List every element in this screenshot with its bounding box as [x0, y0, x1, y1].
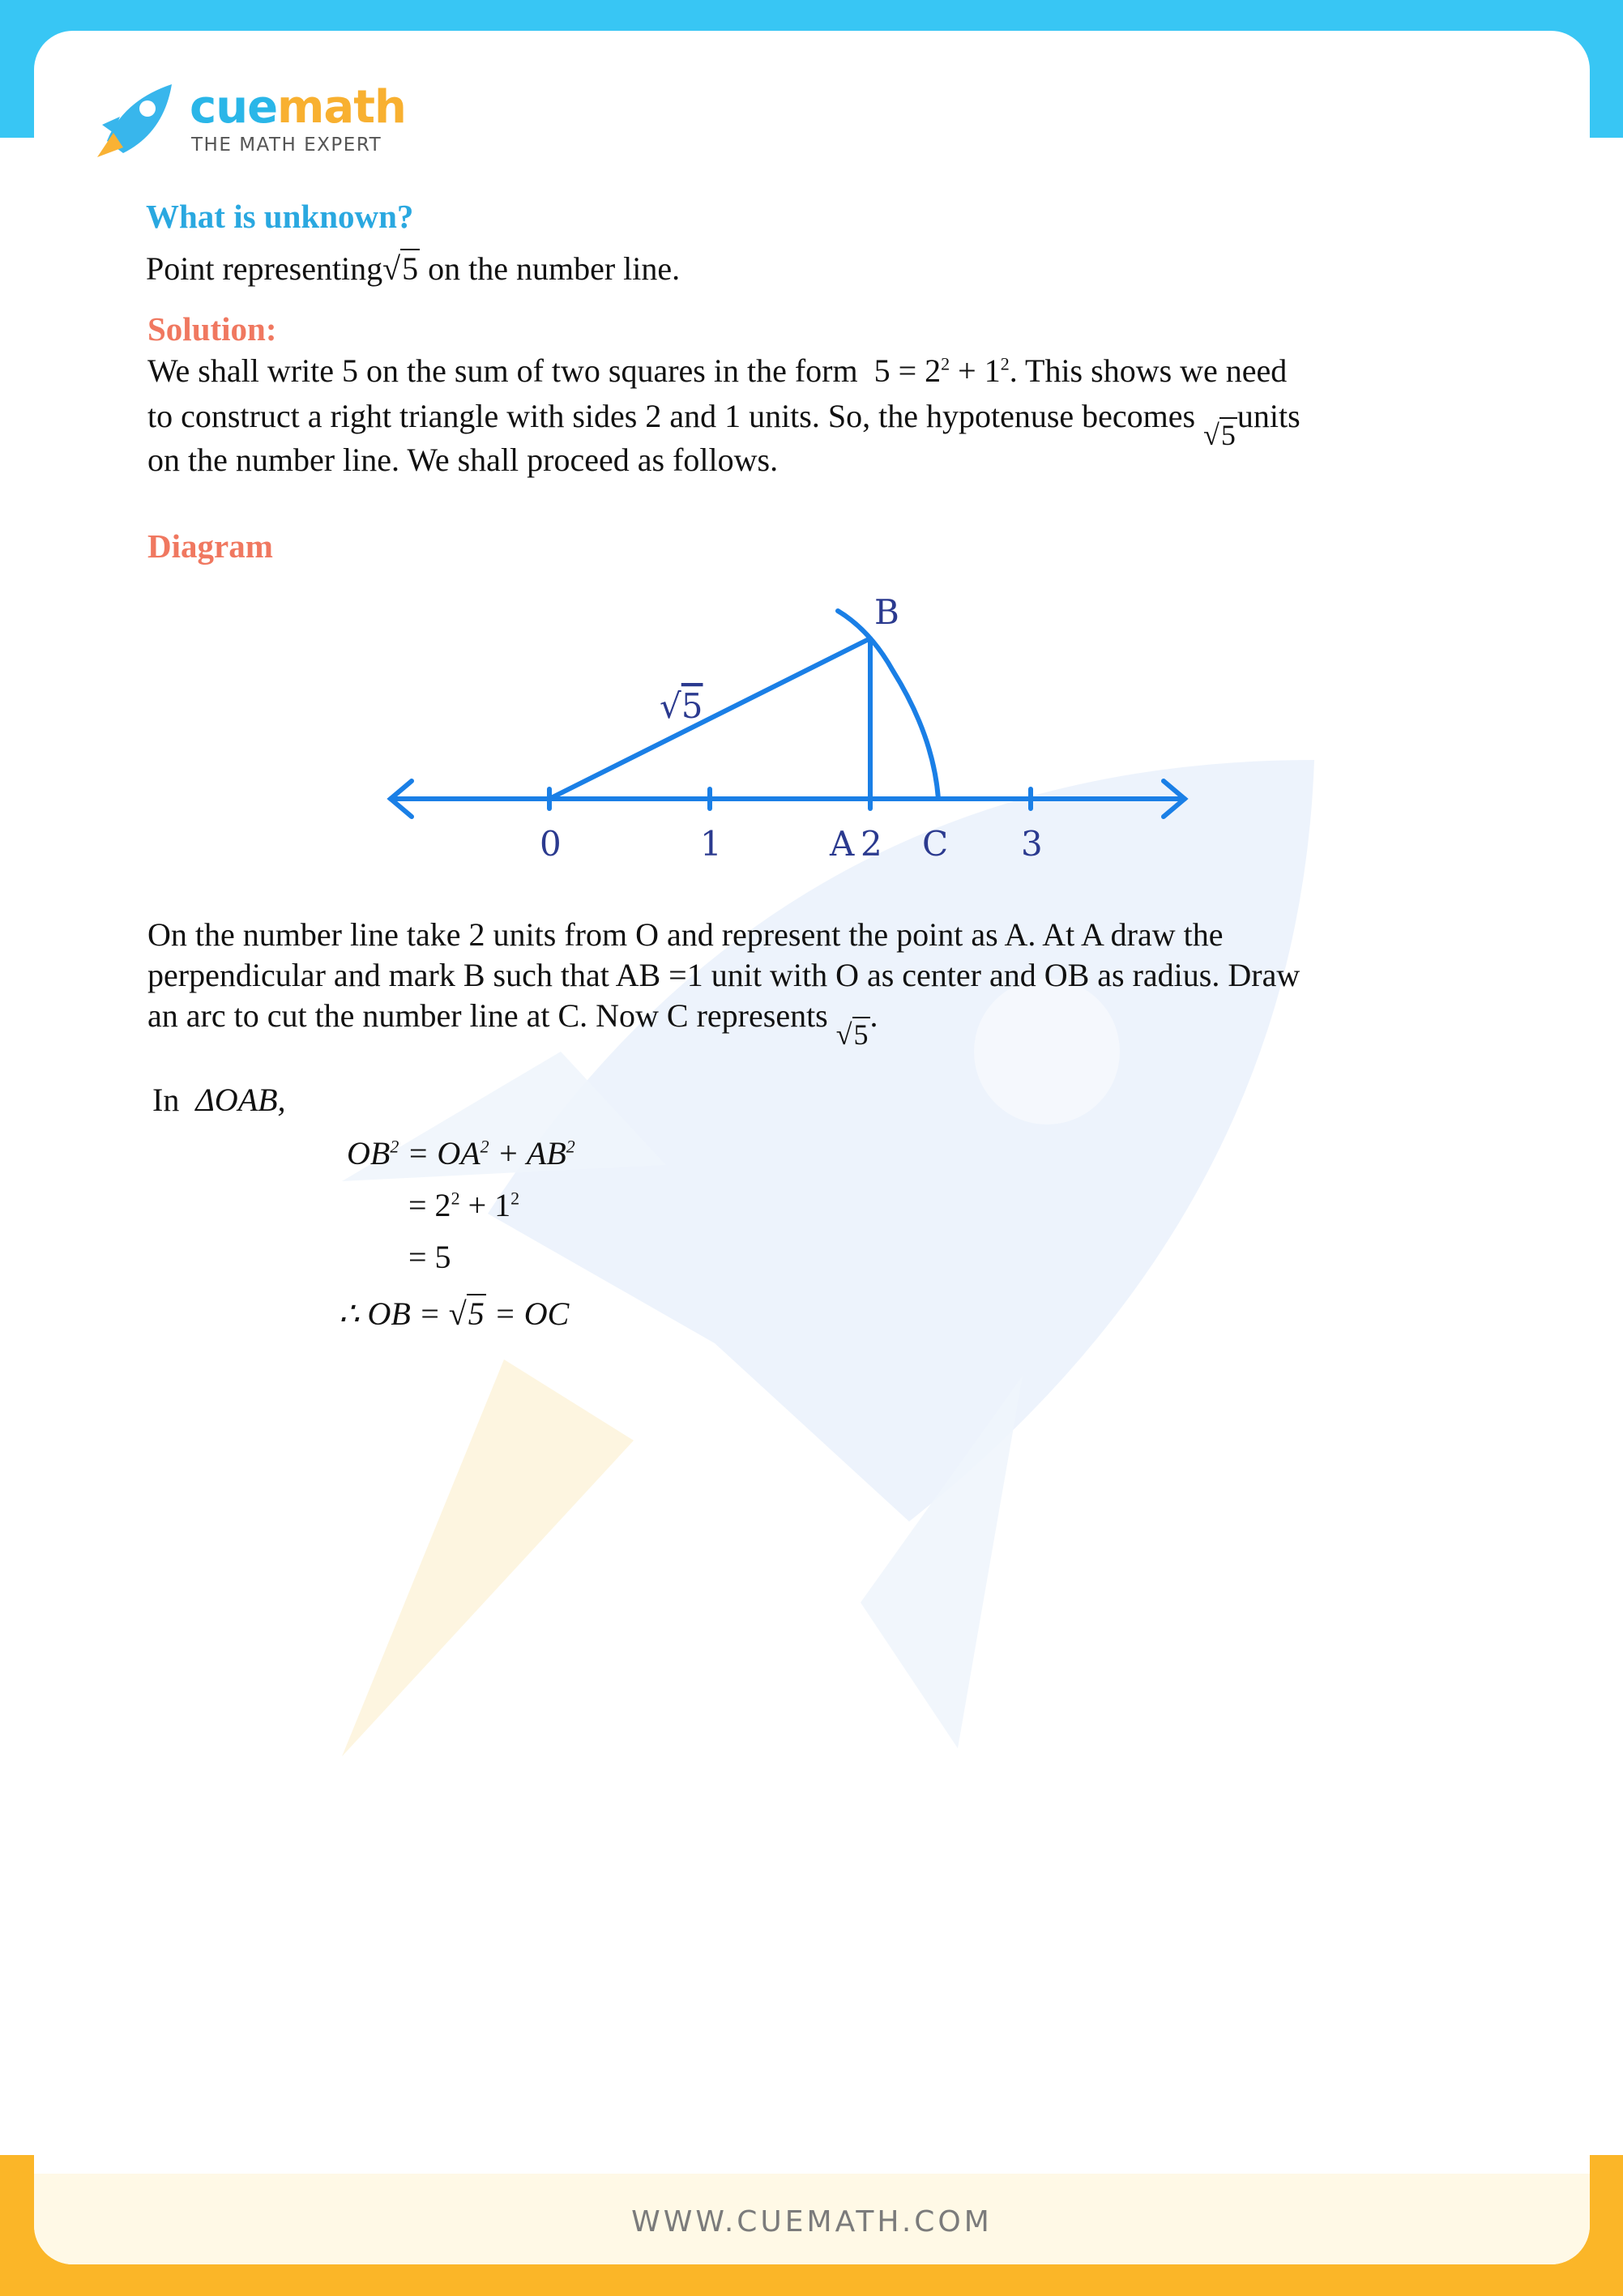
footer-band: [34, 2174, 1590, 2264]
explanation-line-2: perpendicular and mark B such that AB =1 unit with O as center and OB as radius. Draw: [147, 957, 1301, 993]
proof-step-1: $OB^2 = OA^2 + AB^2$: [347, 1135, 575, 1171]
tick-label-0: 0: [540, 824, 562, 864]
arc-bc: [838, 611, 938, 799]
label-b: B: [874, 592, 899, 632]
hyp-label: √5: [660, 686, 703, 726]
solution-line-2: to construct a right triangle with sides 2 and 1 units. So, the hypotenuse becomes √5units: [147, 398, 1301, 451]
solution-line-1: We shall write 5 on the sum of two squares in the form $5 = 2^2 + 1^2$. This shows we need: [147, 352, 1288, 389]
tick-label-1: 1: [700, 824, 722, 864]
proof-step-4: ∴ OB = √5 = OC: [339, 1295, 570, 1332]
proof-intro: In ΔOAB,: [152, 1082, 286, 1118]
footer-url: WWW.CUEMATH.COM: [631, 2205, 993, 2238]
unknown-text: Point representing√5 on the number line.: [146, 250, 681, 287]
tick-label-2: 2: [861, 824, 882, 864]
solution-heading: Solution:: [147, 310, 277, 348]
brand-name: cuemath: [190, 81, 406, 134]
proof-step-2: = $2^2 + 1^2$: [408, 1187, 520, 1223]
brand-tagline: THE MATH EXPERT: [191, 134, 382, 156]
cuemath-rocket-icon: [91, 76, 180, 165]
tick-label-a: A: [830, 824, 855, 864]
explanation-line-1: On the number line take 2 units from O and represent the point as A. At A draw the: [147, 916, 1224, 953]
proof-step-3: = 5: [408, 1239, 451, 1275]
page-card: [34, 31, 1590, 2264]
rocket-watermark-icon: [293, 711, 1347, 1846]
diagram-heading: Diagram: [147, 527, 273, 565]
hypotenuse-ob: [549, 638, 870, 799]
solution-line-3: on the number line. We shall proceed as follows.: [147, 442, 779, 478]
tick-label-c: C: [922, 824, 949, 864]
number-line-diagram: [374, 557, 1249, 881]
explanation-line-3: an arc to cut the number line at C. Now C represents √5.: [147, 997, 878, 1051]
unknown-heading: What is unknown?: [146, 198, 414, 235]
tick-label-3: 3: [1021, 824, 1043, 864]
